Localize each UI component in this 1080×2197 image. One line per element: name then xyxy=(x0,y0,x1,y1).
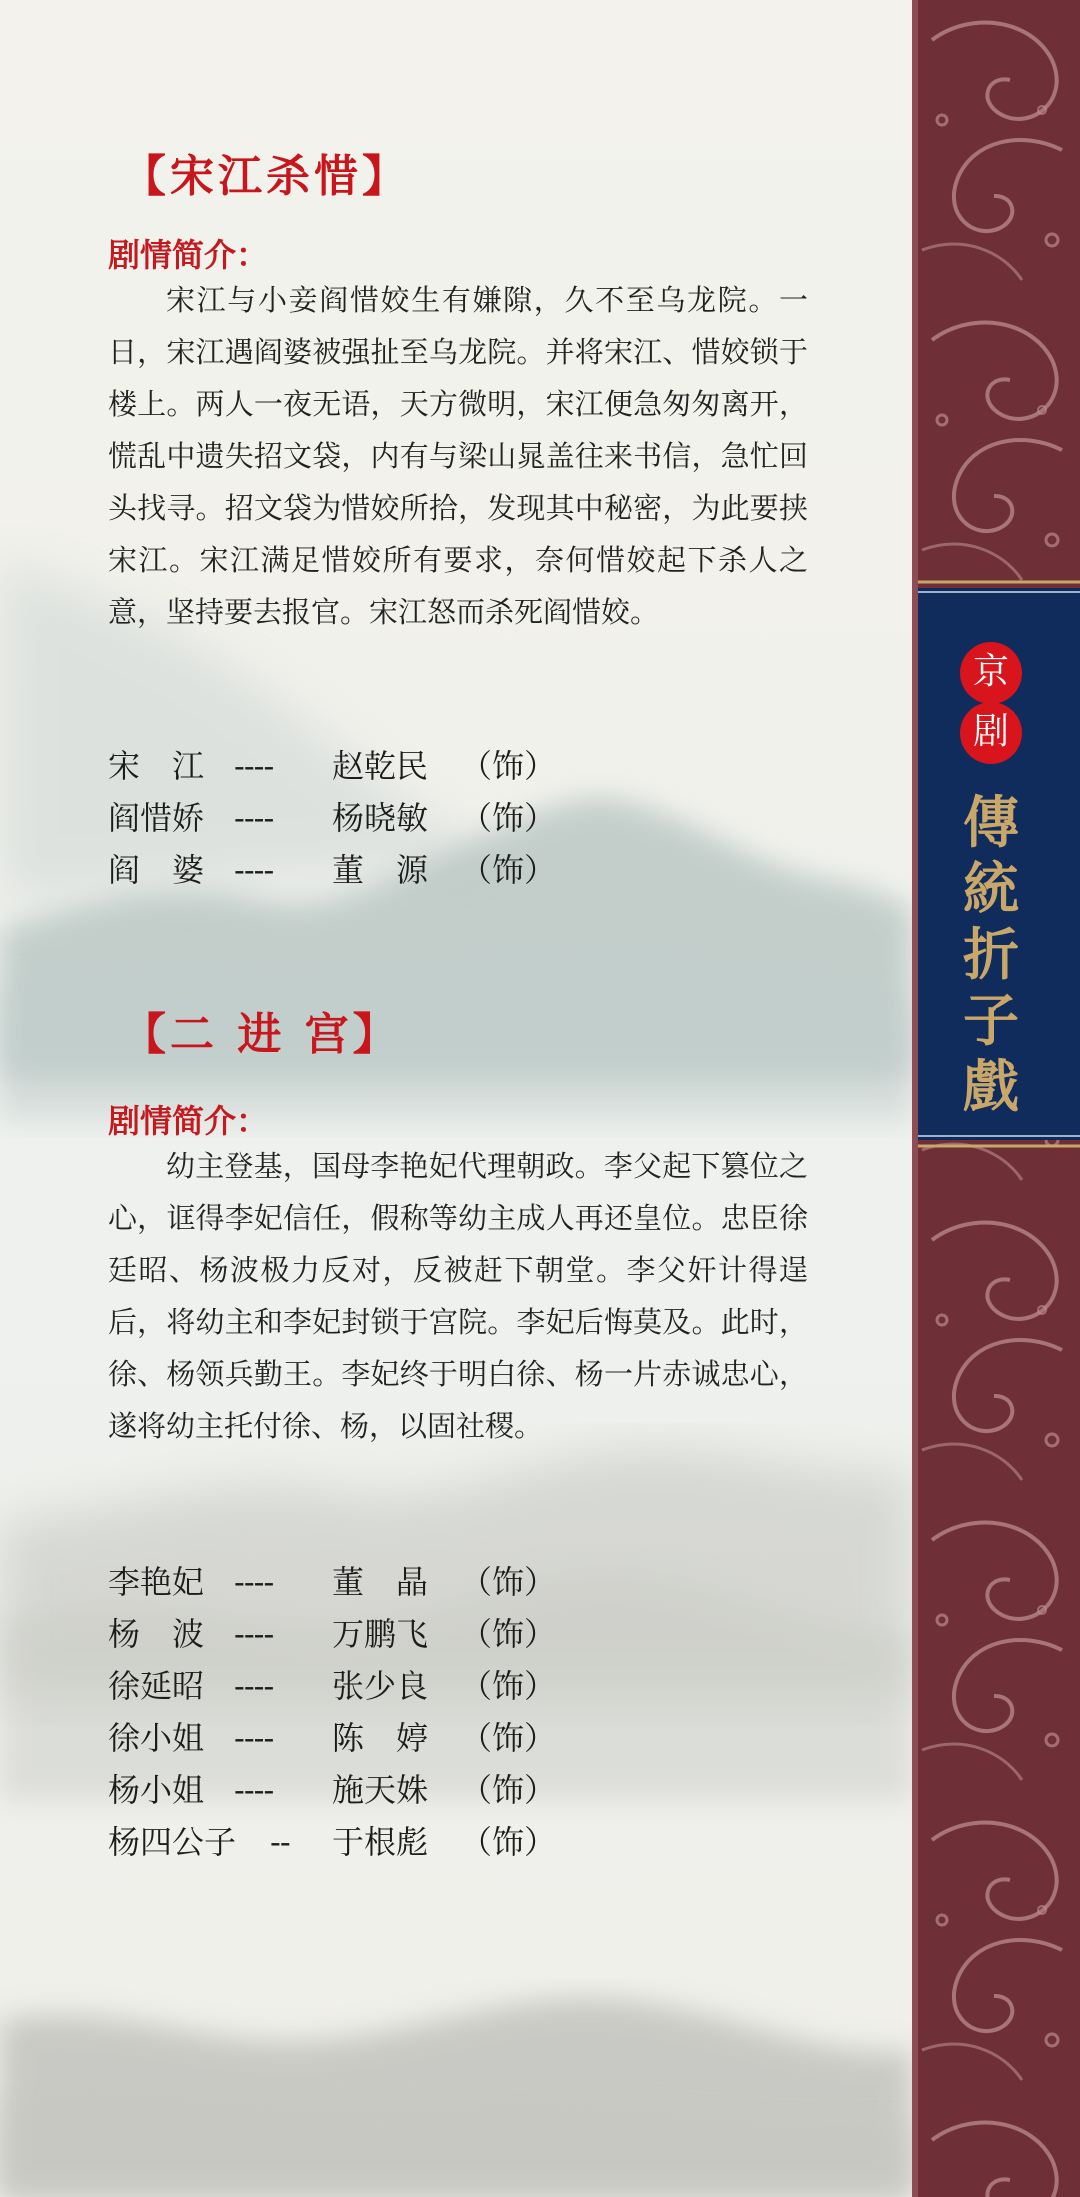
synopsis-text-2 xyxy=(108,1140,808,1452)
cast-role: 徐延昭 xyxy=(108,1667,205,1705)
cast-dash: ---- xyxy=(234,747,274,785)
cast-note: （饰） xyxy=(460,851,557,889)
cast-row xyxy=(108,1712,808,1764)
section-title-1: 【宋江杀惜】 xyxy=(122,151,410,202)
synopsis-heading-2: 剧情简介： xyxy=(108,1102,269,1140)
cast-dash: -- xyxy=(270,1823,290,1861)
cast-actor: 张少良 xyxy=(332,1667,429,1705)
cast-actor: 赵乾民 xyxy=(332,747,429,785)
cast-dash: ---- xyxy=(234,1667,274,1705)
cast-row xyxy=(108,1608,808,1660)
cast-role: 杨 波 xyxy=(108,1615,205,1653)
cast-actor: 董 源 xyxy=(332,851,429,889)
cast-actor: 万鹏飞 xyxy=(332,1615,429,1653)
cast-list-2 xyxy=(108,1556,808,1868)
cast-dash: ---- xyxy=(234,1771,274,1809)
cast-role: 阎 婆 xyxy=(108,851,205,889)
cast-actor: 陈 婷 xyxy=(332,1719,429,1757)
vertical-title-char: 子 xyxy=(963,988,1019,1054)
cast-note: （饰） xyxy=(460,1667,557,1705)
cast-role: 徐小姐 xyxy=(108,1719,205,1757)
cast-row xyxy=(108,844,808,896)
cast-actor: 董 晶 xyxy=(332,1563,429,1601)
cast-row xyxy=(108,740,808,792)
vertical-title xyxy=(960,790,1022,1120)
cast-role: 杨小姐 xyxy=(108,1771,205,1809)
cast-note: （饰） xyxy=(460,1615,557,1653)
cast-dash: ---- xyxy=(234,1719,274,1757)
cast-actor: 杨晓敏 xyxy=(332,799,429,837)
cast-dash: ---- xyxy=(234,1615,274,1653)
cast-dash: ---- xyxy=(234,851,274,889)
cast-note: （饰） xyxy=(460,1563,557,1601)
cast-row xyxy=(108,792,808,844)
cast-note: （饰） xyxy=(460,799,557,837)
synopsis-paragraph: 幼主登基，国母李艳妃代理朝政。李父起下篡位之心，诓得李妃信任，假称等幼主成人再还皇位。忠臣徐廷昭、杨波极力反对，反被赶下朝堂。李父奸计得逞后，将幼主和李妃封锁于宫院。李妃后悔莫及。此时，徐、杨领兵勤王。李妃终于明白徐、杨一片赤诚忠心，遂将幼主托付徐、杨，以固社稷。 xyxy=(108,1149,808,1443)
cast-note: （饰） xyxy=(460,747,557,785)
cast-row xyxy=(108,1764,808,1816)
cast-actor: 施天姝 xyxy=(332,1771,429,1809)
vertical-title-char: 傳 xyxy=(963,790,1019,856)
vertical-title-char: 統 xyxy=(963,856,1019,922)
badge-ju: 剧 xyxy=(960,702,1022,764)
cast-row xyxy=(108,1660,808,1712)
cast-note: （饰） xyxy=(460,1719,557,1757)
vertical-title-char: 折 xyxy=(963,922,1019,988)
cast-row xyxy=(108,1816,808,1868)
section-title-2: 【二 进 宫】 xyxy=(122,1009,401,1060)
cast-role: 李艳妃 xyxy=(108,1563,205,1601)
cast-note: （饰） xyxy=(460,1771,557,1809)
cast-actor: 于根彪 xyxy=(332,1823,429,1861)
synopsis-paragraph: 宋江与小妾阎惜姣生有嫌隙，久不至乌龙院。一日，宋江遇阎婆被强扯至乌龙院。并将宋江、惜姣锁于楼上。两人一夜无语，天方微明，宋江便急匆匆离开，慌乱中遗失招文袋，内有与梁山晁盖往来书信，急忙回头找寻。招文袋为惜姣所拾，发现其中秘密，为此要挟宋江。宋江满足惜姣所有要求，奈何惜姣起下杀人之意，坚持要去报官。宋江怒而杀死阎惜姣。 xyxy=(108,283,808,629)
badge-jing: 京 xyxy=(960,642,1022,704)
cast-dash: ---- xyxy=(234,1563,274,1601)
cast-role: 阎惜娇 xyxy=(108,799,205,837)
cast-note: （饰） xyxy=(460,1823,557,1861)
cast-role: 杨四公子 xyxy=(108,1823,237,1861)
cast-row xyxy=(108,1556,808,1608)
vertical-title-char: 戲 xyxy=(963,1054,1019,1120)
synopsis-text-1 xyxy=(108,274,808,638)
cast-role: 宋 江 xyxy=(108,747,205,785)
synopsis-heading-1: 剧情简介： xyxy=(108,236,269,274)
cast-dash: ---- xyxy=(234,799,274,837)
cast-list-1 xyxy=(108,740,808,896)
